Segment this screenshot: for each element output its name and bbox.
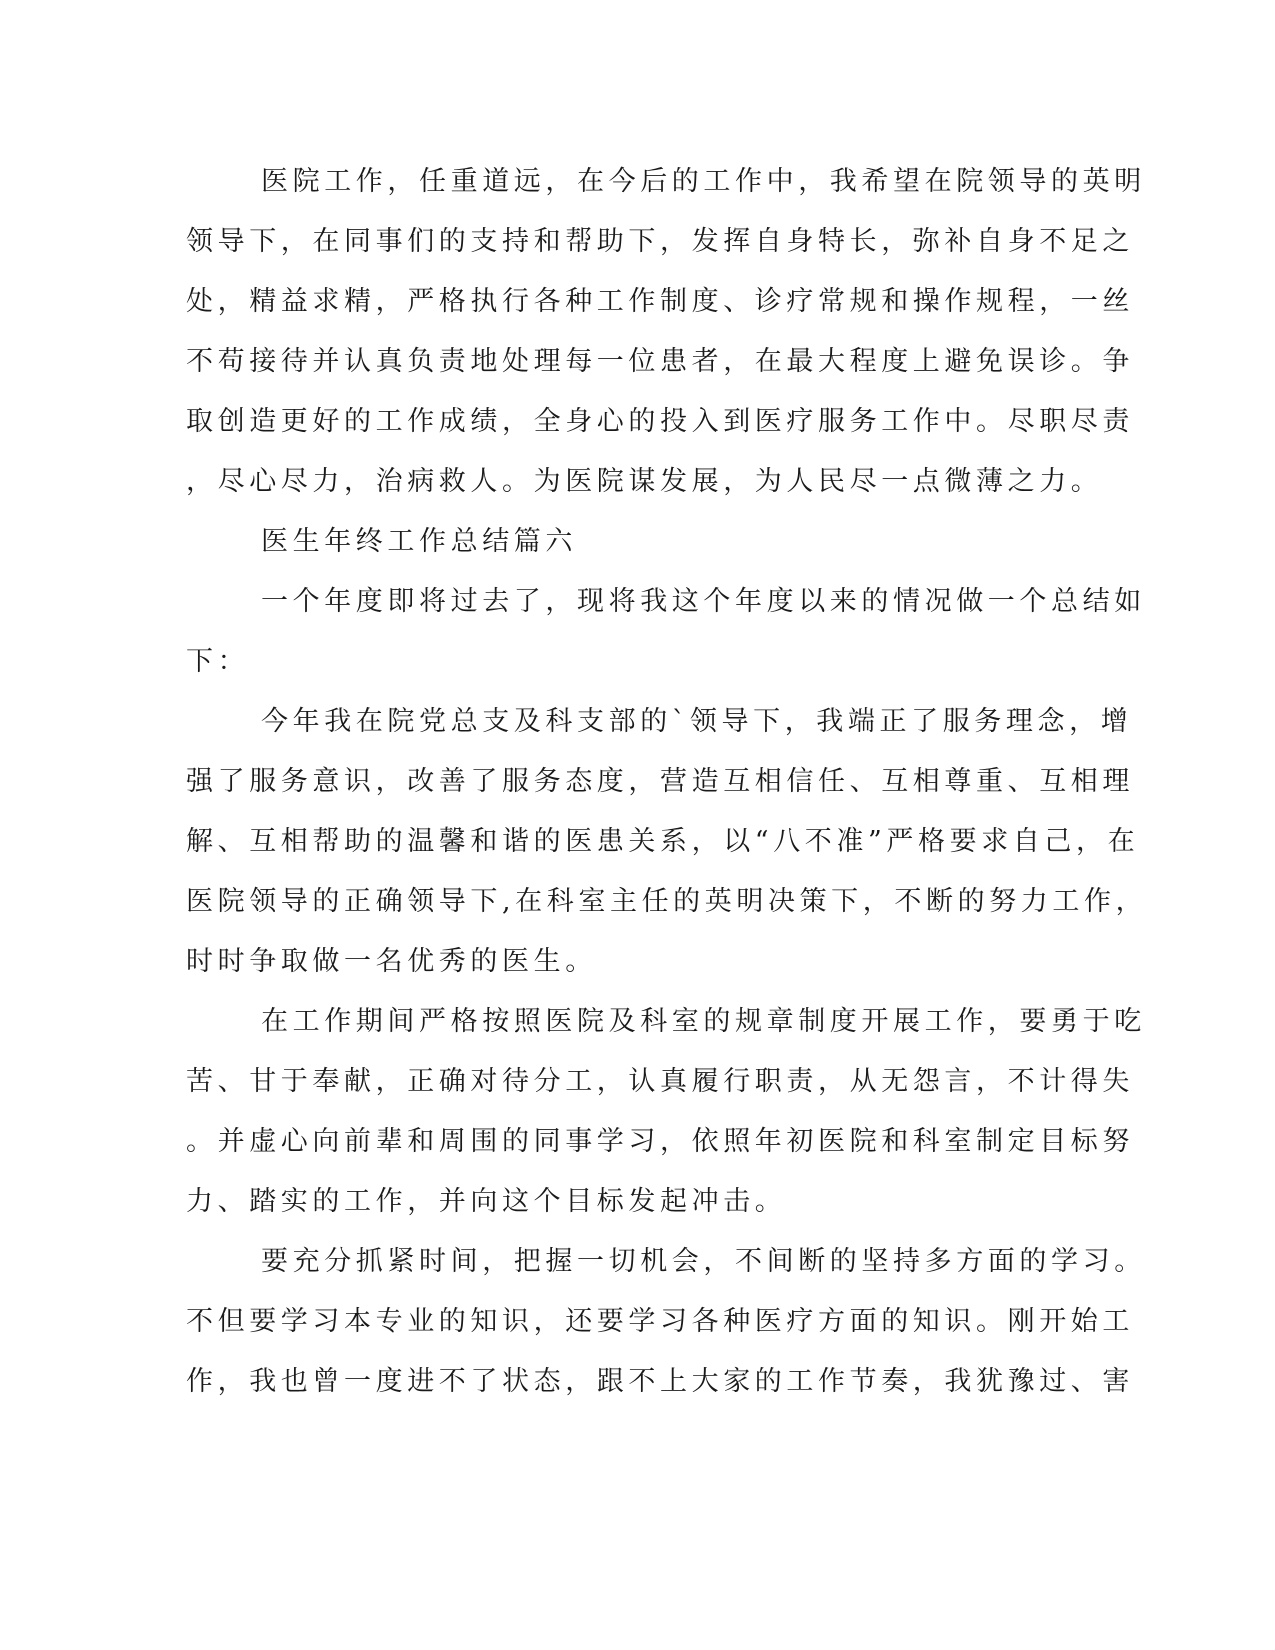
- text-line: 要充分抓紧时间，把握一切机会，不间断的坚持多方面的学习。: [261, 1246, 1146, 1277]
- section-heading: 医生年终工作总结篇六: [261, 526, 577, 557]
- text-line: 医院领导的正确领导下,在科室主任的英明决策下，不断的努力工作，: [186, 886, 1148, 917]
- text-line: ，尽心尽力，治病救人。为医院谋发展，为人民尽一点微薄之力。: [186, 466, 1103, 497]
- text-line: 强了服务意识，改善了服务态度，营造互相信任、互相尊重、互相理: [186, 766, 1134, 797]
- text-line: 处，精益求精，严格执行各种工作制度、诊疗常规和操作规程，一丝: [186, 286, 1134, 317]
- text-line: 不但要学习本专业的知识，还要学习各种医疗方面的知识。刚开始工: [186, 1306, 1134, 1337]
- text-line: 。并虚心向前辈和周围的同事学习，依照年初医院和科室制定目标努: [186, 1126, 1134, 1157]
- text-line: 苦、甘于奉献，正确对待分工，认真履行职责，从无怨言，不计得失: [186, 1066, 1134, 1097]
- text-line: 作，我也曾一度进不了状态，跟不上大家的工作节奏，我犹豫过、害: [186, 1366, 1134, 1397]
- text-line: 医院工作，任重道远，在今后的工作中，我希望在院领导的英明: [261, 166, 1146, 197]
- text-line: 力、踏实的工作，并向这个目标发起冲击。: [186, 1186, 787, 1217]
- document-body: [186, 152, 1148, 1412]
- text-line: 一个年度即将过去了，现将我这个年度以来的情况做一个总结如: [261, 586, 1146, 617]
- text-line: 领导下，在同事们的支持和帮助下，发挥自身特长，弥补自身不足之: [186, 226, 1134, 257]
- text-line: 取创造更好的工作成绩，全身心的投入到医疗服务工作中。尽职尽责: [186, 406, 1134, 437]
- text-line: 解、互相帮助的温馨和谐的医患关系，以“八不准”严格要求自己，在: [186, 826, 1140, 857]
- text-line: 不苟接待并认真负责地处理每一位患者，在最大程度上避免误诊。争: [186, 346, 1134, 377]
- text-line: 今年我在院党总支及科支部的`领导下，我端正了服务理念，增: [261, 706, 1133, 737]
- text-line: 下：: [186, 646, 250, 677]
- text-line: 在工作期间严格按照医院及科室的规章制度开展工作，要勇于吃: [261, 1006, 1146, 1037]
- text-line: 时时争取做一名优秀的医生。: [186, 946, 597, 977]
